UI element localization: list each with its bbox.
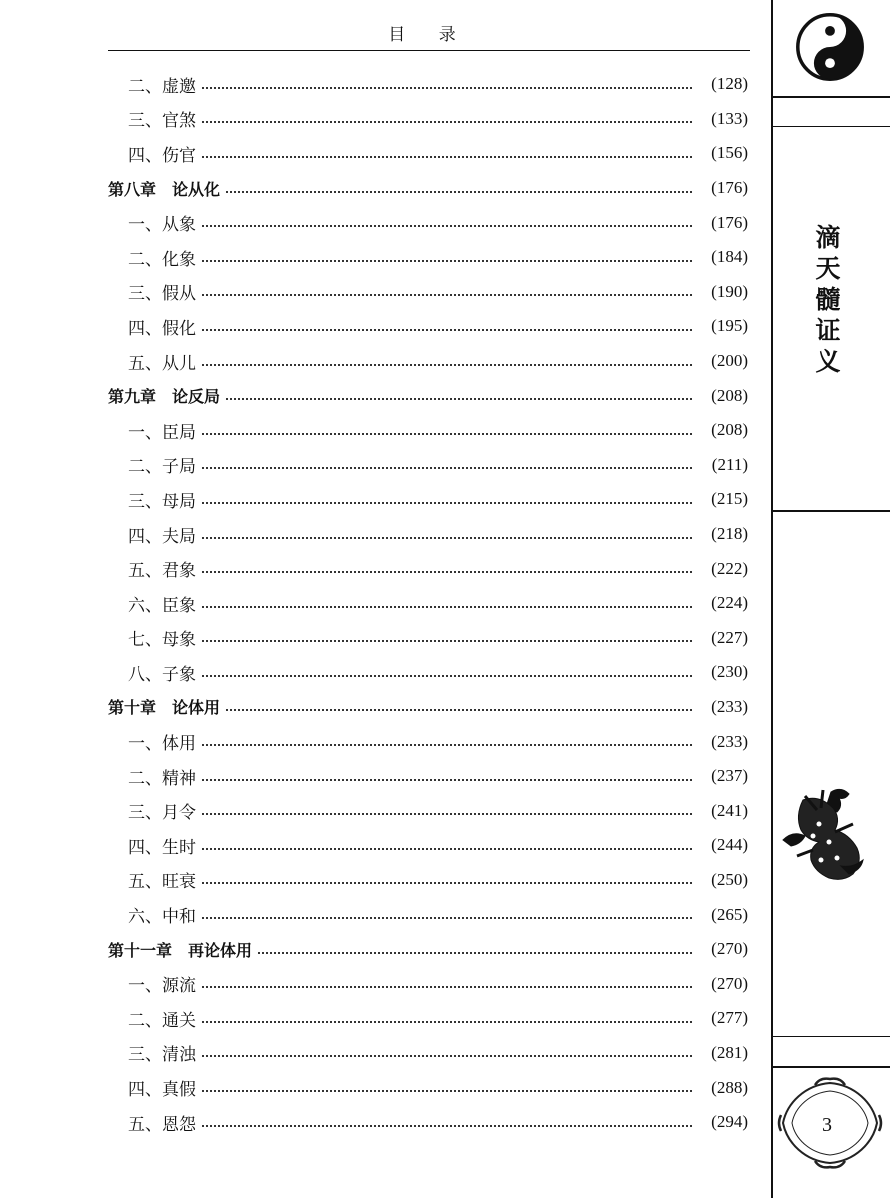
side-panel-divider	[773, 1066, 890, 1068]
dot-leader	[202, 1020, 692, 1023]
toc-entry-label: 四、假化	[128, 318, 196, 339]
toc-entry-label: 第十一章 再论体用	[108, 940, 253, 960]
side-panel-divider	[773, 126, 890, 127]
toc-entry-label: 第十章 论体用	[108, 698, 221, 718]
toc-page-number: (184)	[711, 247, 748, 267]
toc-entry-label: 一、臣局	[128, 422, 196, 443]
dot-leader	[202, 293, 692, 296]
dot-leader	[202, 1124, 692, 1127]
toc-page-number: (133)	[711, 108, 748, 128]
toc-entry-label: 五、恩怨	[128, 1114, 196, 1135]
toc-entry-label: 七、母象	[128, 630, 196, 651]
side-panel-border	[771, 0, 773, 1198]
dot-leader	[226, 708, 692, 711]
toc-section-row	[108, 551, 748, 586]
toc-entry-label: 二、精神	[128, 768, 196, 789]
toc-page-number: (244)	[711, 835, 748, 855]
toc-section-row	[108, 897, 748, 932]
toc-section-row	[108, 966, 748, 1001]
toc-section-row	[108, 136, 748, 171]
toc-section-row	[108, 1001, 748, 1036]
toc-page-number: (176)	[711, 178, 748, 198]
toc-page-number: (218)	[711, 524, 748, 544]
side-panel-divider	[773, 1036, 890, 1037]
dot-leader	[202, 120, 692, 123]
dot-leader	[202, 536, 692, 539]
dot-leader	[202, 847, 692, 850]
toc-section-row	[108, 828, 748, 863]
dot-leader	[202, 155, 692, 158]
dot-leader	[202, 639, 692, 642]
toc-entry-label: 六、臣象	[128, 595, 196, 616]
toc-entry-label: 五、旺衰	[128, 872, 196, 893]
toc-entry-label: 四、生时	[128, 837, 196, 858]
dot-leader	[202, 605, 692, 608]
toc-entry-label: 二、通关	[128, 1010, 196, 1031]
toc-section-row	[108, 586, 748, 621]
page-number: 3	[822, 1114, 832, 1136]
dragon-icon	[773, 780, 873, 890]
toc-page-number: (265)	[711, 904, 748, 924]
toc-entry-label: 一、源流	[128, 976, 196, 997]
toc-section-row	[108, 67, 748, 102]
dot-leader	[202, 501, 692, 504]
side-panel-divider	[773, 96, 890, 98]
toc-section-row	[108, 309, 748, 344]
toc-entry-label: 六、中和	[128, 907, 196, 928]
table-of-contents	[108, 67, 748, 1139]
toc-section-row	[108, 517, 748, 552]
toc-chapter-row	[108, 690, 748, 725]
toc-page-number: (222)	[711, 558, 748, 578]
toc-page-number: (241)	[711, 800, 748, 820]
dot-leader	[202, 778, 692, 781]
toc-page-number: (215)	[711, 489, 748, 509]
toc-section-row	[108, 655, 748, 690]
dot-leader	[202, 881, 692, 884]
toc-page-number: (224)	[711, 593, 748, 613]
toc-section-row	[108, 793, 748, 828]
dot-leader	[202, 363, 692, 366]
dot-leader	[202, 743, 692, 746]
toc-entry-label: 四、夫局	[128, 526, 196, 547]
toc-entry-label: 三、母局	[128, 491, 196, 512]
book-title-char: 天	[815, 254, 841, 283]
toc-section-row	[108, 240, 748, 275]
page-header-title: 目 录	[388, 25, 470, 45]
toc-entry-label: 一、从象	[128, 215, 196, 236]
dot-leader	[258, 951, 692, 954]
dot-leader	[202, 1054, 692, 1057]
toc-section-row	[108, 1070, 748, 1105]
toc-page-number: (233)	[711, 696, 748, 716]
toc-page-number: (128)	[711, 74, 748, 94]
toc-page-number: (190)	[711, 281, 748, 301]
book-title-char: 滴	[815, 223, 841, 252]
toc-entry-label: 四、真假	[128, 1080, 196, 1101]
toc-page-number: (227)	[711, 627, 748, 647]
dot-leader	[202, 1089, 692, 1092]
toc-page-number: (211)	[711, 454, 748, 474]
toc-entry-label: 第八章 论从化	[108, 179, 221, 199]
header-divider	[108, 50, 750, 51]
toc-page-number: (176)	[711, 212, 748, 232]
toc-page-number: (208)	[711, 420, 748, 440]
dot-leader	[202, 86, 692, 89]
toc-chapter-row	[108, 378, 748, 413]
toc-entry-label: 八、子象	[128, 664, 196, 685]
dot-leader	[202, 570, 692, 573]
toc-entry-label: 五、君象	[128, 561, 196, 582]
toc-page-number: (270)	[711, 973, 748, 993]
toc-chapter-row	[108, 171, 748, 206]
toc-page-number: (288)	[711, 1077, 748, 1097]
toc-section-row	[108, 413, 748, 448]
toc-page-number: (208)	[711, 385, 748, 405]
book-title-char: 义	[815, 347, 841, 376]
toc-entry-label: 三、月令	[128, 803, 196, 824]
toc-section-row	[108, 724, 748, 759]
dot-leader	[202, 432, 692, 435]
toc-section-row	[108, 759, 748, 794]
toc-page-number: (277)	[711, 1008, 748, 1028]
dot-leader	[226, 190, 692, 193]
toc-entry-label: 二、虚邀	[128, 76, 196, 97]
toc-section-row	[108, 1036, 748, 1071]
toc-page-number: (270)	[711, 939, 748, 959]
dot-leader	[202, 224, 692, 227]
toc-page-number: (233)	[711, 731, 748, 751]
book-title-char: 髓	[815, 285, 841, 314]
dot-leader	[202, 916, 692, 919]
toc-section-row	[108, 205, 748, 240]
toc-entry-label: 二、子局	[128, 457, 196, 478]
toc-entry-label: 三、官煞	[128, 111, 196, 132]
toc-section-row	[108, 344, 748, 379]
toc-section-row	[108, 1105, 748, 1140]
toc-page-number: (156)	[711, 143, 748, 163]
toc-entry-label: 三、假从	[128, 284, 196, 305]
toc-page-number: (200)	[711, 351, 748, 371]
book-title-vertical	[806, 222, 850, 377]
yin-yang-icon	[795, 12, 865, 82]
toc-entry-label: 四、伤官	[128, 145, 196, 166]
dot-leader	[202, 466, 692, 469]
toc-page-number: (230)	[711, 662, 748, 682]
toc-section-row	[108, 621, 748, 656]
dot-leader	[202, 328, 692, 331]
toc-page-number: (237)	[711, 766, 748, 786]
toc-section-row	[108, 275, 748, 310]
toc-page-number: (250)	[711, 869, 748, 889]
toc-page-number: (195)	[711, 316, 748, 336]
dot-leader	[202, 674, 692, 677]
toc-section-row	[108, 863, 748, 898]
toc-entry-label: 第九章 论反局	[108, 387, 221, 407]
toc-page-number: (281)	[711, 1042, 748, 1062]
toc-page-number: (294)	[711, 1112, 748, 1132]
side-panel-divider	[773, 510, 890, 512]
dot-leader	[202, 985, 692, 988]
dot-leader	[202, 259, 692, 262]
toc-chapter-row	[108, 932, 748, 967]
toc-entry-label: 一、体用	[128, 734, 196, 755]
dot-leader	[202, 812, 692, 815]
toc-entry-label: 三、清浊	[128, 1045, 196, 1066]
book-title-char: 证	[815, 316, 841, 345]
toc-section-row	[108, 448, 748, 483]
toc-section-row	[108, 482, 748, 517]
toc-section-row	[108, 102, 748, 137]
toc-entry-label: 五、从儿	[128, 353, 196, 374]
toc-entry-label: 二、化象	[128, 249, 196, 270]
dot-leader	[226, 397, 692, 400]
